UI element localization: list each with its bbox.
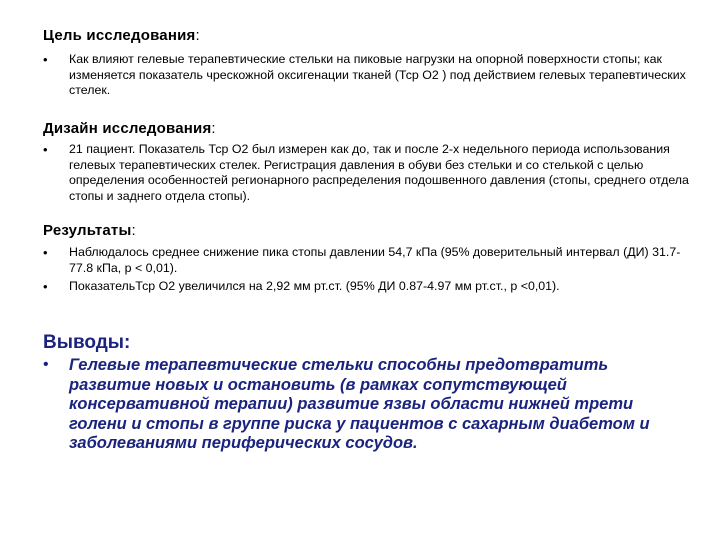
goal-heading-colon: : [195,27,200,44]
bullet-icon: • [43,52,48,67]
bullet-icon: • [43,279,48,294]
goal-text: Как влияют гелевые терапевтические стельки на пиковые нагрузки на опорной поверхности стопы; как изменяется показатель чрескожной оксигенации тканей (Тср О2 ) под действием гелевых терапевтических стелек. [69,52,686,98]
conclusions-heading: Выводы: [43,332,131,353]
bullet-icon: • [43,245,48,260]
design-heading [43,120,216,137]
results-heading-colon: : [131,222,136,239]
bullet-icon: • [43,356,49,373]
results-heading-text: Результаты [43,222,132,239]
conclusions-text: Гелевые терапевтические стельки способны предотвратить развитие новых и остановить (в рамках сопутствующей консервативной терапии) развитие язвы области нижней трети голени и стопы в группе риска у пациентов с сахарным диабетом и заболеваниями периферических сосудов. [69,356,650,452]
goal-heading-text: Цель исследования [43,27,196,44]
results-heading [43,222,136,239]
results-text-1: Наблюдалось среднее снижение пика стопы давлении 54,7 кПа (95% доверительный интервал (ДИ) 31.7-77.8 кПа, р < 0,01). [69,245,681,275]
design-text: 21 пациент. Показатель Тср О2 был измерен как до, так и после 2-х недельного периода использования гелевых терапевтических стелек. Регистрация давления в обуви без стельки и со стелькой с целью определения особенностей регионарного распределения подошвенного давления (стопы, среднего отдела стопы и заднего отдела стопы). [69,142,689,203]
design-heading-colon: : [211,120,216,137]
design-heading-text: Дизайн исследования [43,120,212,137]
results-text-2: ПоказательТср О2 увеличился на 2,92 мм рт.ст. (95% ДИ 0.87-4.97 мм рт.ст., р <0,01). [69,279,560,293]
goal-heading [43,27,200,44]
bullet-icon: • [43,142,48,157]
